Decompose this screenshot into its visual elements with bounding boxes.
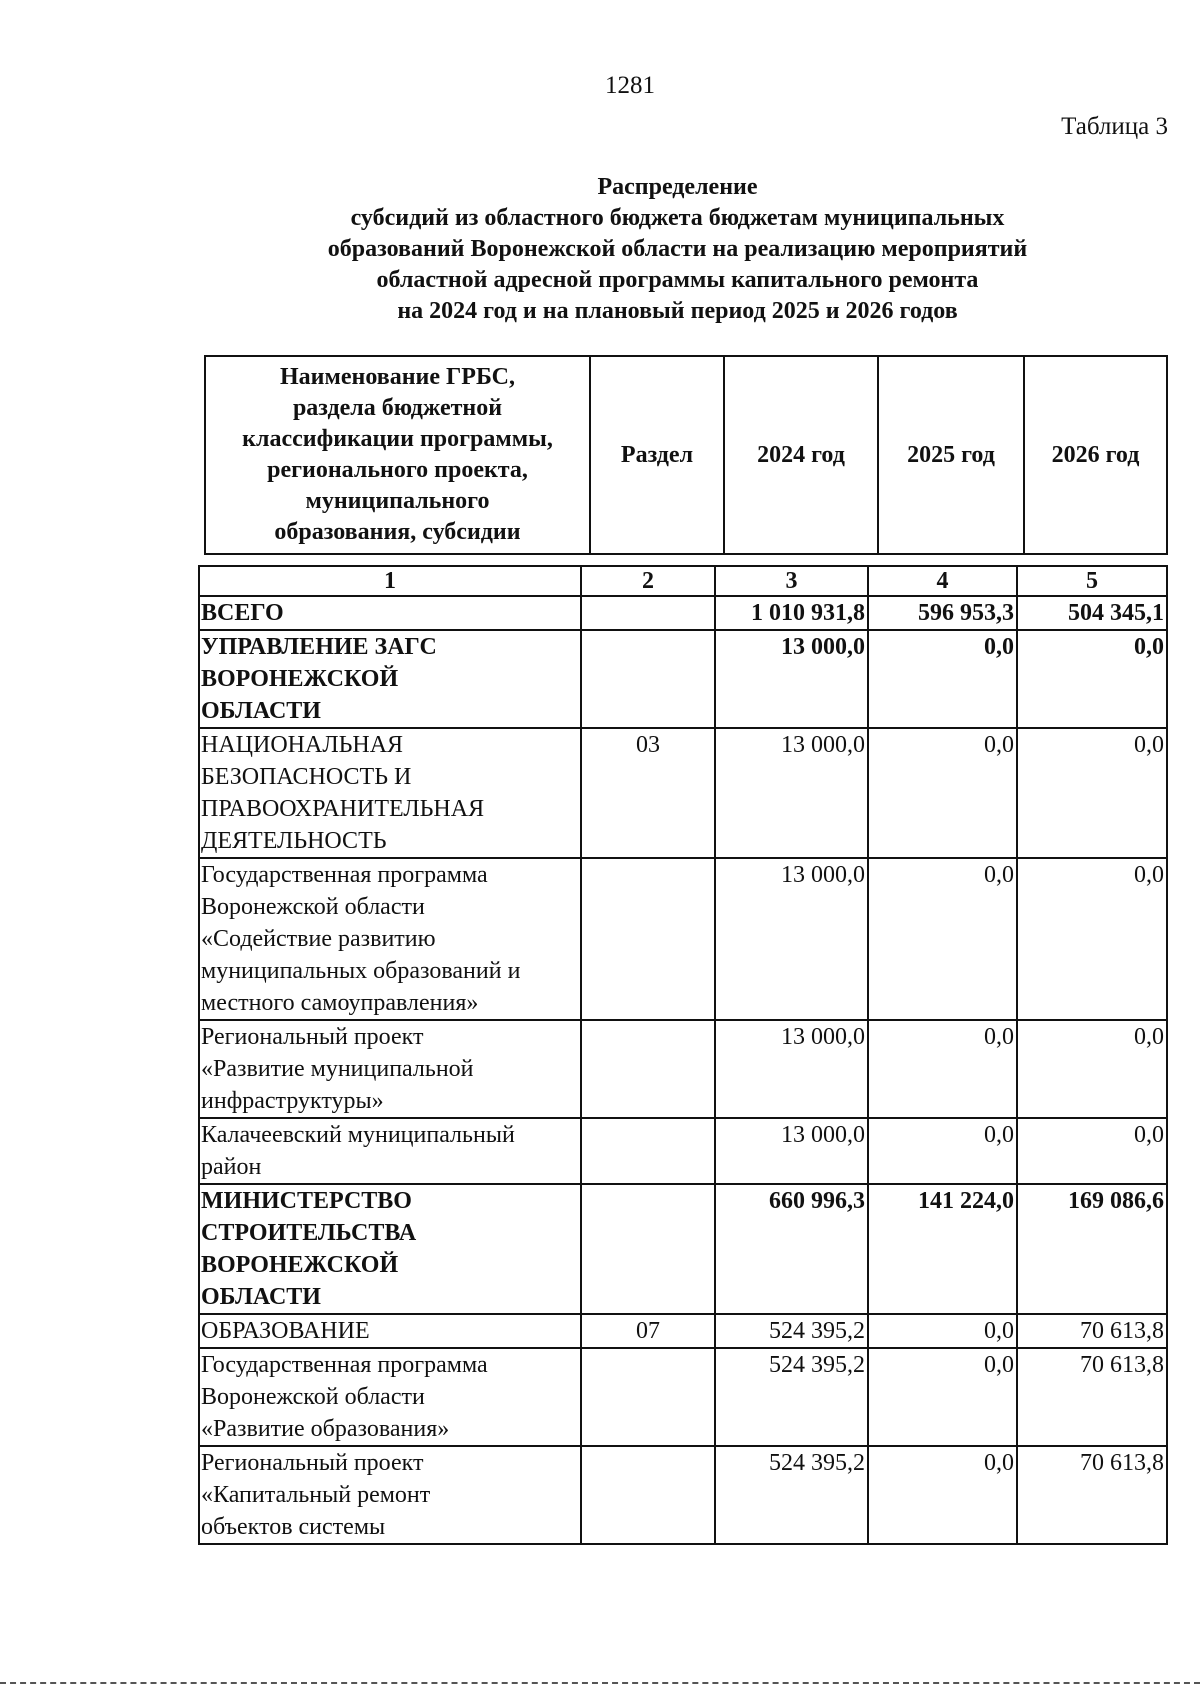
column-number: 5 bbox=[1017, 566, 1167, 596]
header-section-cell: Раздел bbox=[590, 356, 724, 554]
row-2024-cell: 13 000,0 bbox=[715, 858, 868, 1020]
header-name-line: раздела бюджетной bbox=[292, 395, 503, 421]
row-section-cell bbox=[581, 1118, 715, 1184]
row-name-line: Региональный проект bbox=[201, 1450, 424, 1476]
row-2024-cell: 13 000,0 bbox=[715, 1118, 868, 1184]
row-2026-cell: 0,0 bbox=[1017, 728, 1167, 858]
row-name-line: объектов системы bbox=[201, 1514, 386, 1540]
table-row bbox=[199, 1118, 1167, 1184]
row-name-line: Государственная программа bbox=[201, 862, 488, 888]
row-name-line: ВОРОНЕЖСКОЙ bbox=[201, 666, 399, 692]
scan-edge-line bbox=[0, 1682, 1200, 1684]
column-number-row bbox=[199, 566, 1167, 596]
table-row bbox=[199, 1314, 1167, 1348]
header-name-line: образования, субсидии bbox=[274, 519, 521, 545]
row-name-line: ОБЛАСТИ bbox=[201, 698, 321, 724]
row-2025-cell: 0,0 bbox=[868, 630, 1017, 728]
row-name-line: НАЦИОНАЛЬНАЯ bbox=[201, 732, 404, 758]
row-name-line: ДЕЯТЕЛЬНОСТЬ bbox=[201, 828, 387, 854]
header-name-line: Наименование ГРБС, bbox=[280, 364, 515, 390]
page-number: 1281 bbox=[605, 72, 655, 99]
row-name-cell bbox=[199, 1184, 581, 1314]
row-2024-cell: 524 395,2 bbox=[715, 1348, 868, 1446]
title-line: субсидий из областного бюджета бюджетам муниципальных bbox=[350, 205, 1005, 231]
row-2026-cell: 70 613,8 bbox=[1017, 1446, 1167, 1544]
row-name-cell bbox=[199, 1348, 581, 1446]
row-name-line: Государственная программа bbox=[201, 1352, 488, 1378]
row-section-cell bbox=[581, 1446, 715, 1544]
table-header bbox=[204, 355, 1168, 555]
row-2025-cell: 0,0 bbox=[868, 1314, 1017, 1348]
row-2024-cell: 1 010 931,8 bbox=[715, 596, 868, 630]
row-2026-cell: 0,0 bbox=[1017, 630, 1167, 728]
row-2025-cell: 0,0 bbox=[868, 1118, 1017, 1184]
column-number: 3 bbox=[715, 566, 868, 596]
title-line: на 2024 год и на плановый период 2025 и 2026 годов bbox=[397, 298, 958, 324]
row-2026-cell: 0,0 bbox=[1017, 1020, 1167, 1118]
title-line: областной адресной программы капитального ремонта bbox=[376, 267, 979, 293]
row-2024-cell: 524 395,2 bbox=[715, 1446, 868, 1544]
row-section-cell bbox=[581, 596, 715, 630]
row-name-line: ОБЛАСТИ bbox=[201, 1284, 321, 1310]
row-section-cell bbox=[581, 1020, 715, 1118]
row-name-line: Воронежской области bbox=[201, 1384, 425, 1410]
row-name-line: ОБРАЗОВАНИЕ bbox=[201, 1318, 370, 1344]
table-row bbox=[199, 728, 1167, 858]
row-name-cell bbox=[199, 596, 581, 630]
row-name-line: «Развитие муниципальной bbox=[201, 1056, 474, 1082]
row-name-cell bbox=[199, 1314, 581, 1348]
row-name-cell bbox=[199, 858, 581, 1020]
row-2025-cell: 0,0 bbox=[868, 1020, 1017, 1118]
row-2025-cell: 141 224,0 bbox=[868, 1184, 1017, 1314]
column-number: 1 bbox=[199, 566, 581, 596]
row-2024-cell: 524 395,2 bbox=[715, 1314, 868, 1348]
row-name-cell bbox=[199, 728, 581, 858]
row-name-line: УПРАВЛЕНИЕ ЗАГС bbox=[201, 634, 437, 660]
table-row bbox=[199, 1446, 1167, 1544]
document-title bbox=[190, 172, 1165, 327]
row-name-line: ВСЕГО bbox=[201, 600, 284, 626]
row-section-cell: 03 bbox=[581, 728, 715, 858]
row-2026-cell: 0,0 bbox=[1017, 858, 1167, 1020]
table-label: Таблица 3 bbox=[1061, 113, 1168, 140]
row-2026-cell: 0,0 bbox=[1017, 1118, 1167, 1184]
table-row bbox=[199, 1020, 1167, 1118]
row-name-line: «Развитие образования» bbox=[201, 1416, 450, 1442]
row-name-line: район bbox=[201, 1154, 262, 1180]
row-name-line: Калачеевский муниципальный bbox=[201, 1122, 515, 1148]
row-2026-cell: 70 613,8 bbox=[1017, 1314, 1167, 1348]
row-2025-cell: 0,0 bbox=[868, 858, 1017, 1020]
title-line: образований Воронежской области на реализацию мероприятий bbox=[327, 236, 1028, 262]
row-2024-cell: 13 000,0 bbox=[715, 630, 868, 728]
table-row bbox=[199, 630, 1167, 728]
column-number: 4 bbox=[868, 566, 1017, 596]
row-section-cell bbox=[581, 630, 715, 728]
row-name-cell bbox=[199, 1020, 581, 1118]
column-number: 2 bbox=[581, 566, 715, 596]
header-name-line: классификации программы, bbox=[242, 426, 553, 452]
row-name-cell bbox=[199, 1446, 581, 1544]
table-row bbox=[199, 858, 1167, 1020]
row-name-cell bbox=[199, 1118, 581, 1184]
row-section-cell bbox=[581, 858, 715, 1020]
row-name-line: «Содействие развитию bbox=[201, 926, 436, 952]
table-row bbox=[199, 596, 1167, 630]
header-name-line: регионального проекта, bbox=[267, 457, 528, 483]
row-name-line: Воронежской области bbox=[201, 894, 425, 920]
row-name-line: СТРОИТЕЛЬСТВА bbox=[201, 1220, 417, 1246]
header-2025-cell: 2025 год bbox=[878, 356, 1024, 554]
row-2024-cell: 13 000,0 bbox=[715, 1020, 868, 1118]
header-2026-cell: 2026 год bbox=[1024, 356, 1167, 554]
table-row bbox=[199, 1348, 1167, 1446]
row-section-cell: 07 bbox=[581, 1314, 715, 1348]
header-name-cell bbox=[205, 356, 590, 554]
row-name-line: местного самоуправления» bbox=[201, 990, 479, 1016]
row-name-line: МИНИСТЕРСТВО bbox=[201, 1188, 412, 1214]
header-name-line: муниципального bbox=[305, 488, 490, 514]
row-2026-cell: 70 613,8 bbox=[1017, 1348, 1167, 1446]
header-2024-cell: 2024 год bbox=[724, 356, 878, 554]
row-2024-cell: 13 000,0 bbox=[715, 728, 868, 858]
row-name-line: инфраструктуры» bbox=[201, 1088, 384, 1114]
row-2025-cell: 0,0 bbox=[868, 1348, 1017, 1446]
row-2024-cell: 660 996,3 bbox=[715, 1184, 868, 1314]
row-name-line: ПРАВООХРАНИТЕЛЬНАЯ bbox=[201, 796, 485, 822]
row-2026-cell: 169 086,6 bbox=[1017, 1184, 1167, 1314]
row-name-line: БЕЗОПАСНОСТЬ И bbox=[201, 764, 412, 790]
row-section-cell bbox=[581, 1348, 715, 1446]
table-row bbox=[199, 1184, 1167, 1314]
budget-table bbox=[198, 565, 1168, 1545]
row-section-cell bbox=[581, 1184, 715, 1314]
row-name-line: ВОРОНЕЖСКОЙ bbox=[201, 1252, 399, 1278]
row-name-line: «Капитальный ремонт bbox=[201, 1482, 431, 1508]
row-2025-cell: 596 953,3 bbox=[868, 596, 1017, 630]
row-2026-cell: 504 345,1 bbox=[1017, 596, 1167, 630]
title-line: Распределение bbox=[597, 174, 758, 200]
row-2025-cell: 0,0 bbox=[868, 728, 1017, 858]
row-2025-cell: 0,0 bbox=[868, 1446, 1017, 1544]
row-name-line: муниципальных образований и bbox=[201, 958, 521, 984]
row-name-cell bbox=[199, 630, 581, 728]
row-name-line: Региональный проект bbox=[201, 1024, 424, 1050]
